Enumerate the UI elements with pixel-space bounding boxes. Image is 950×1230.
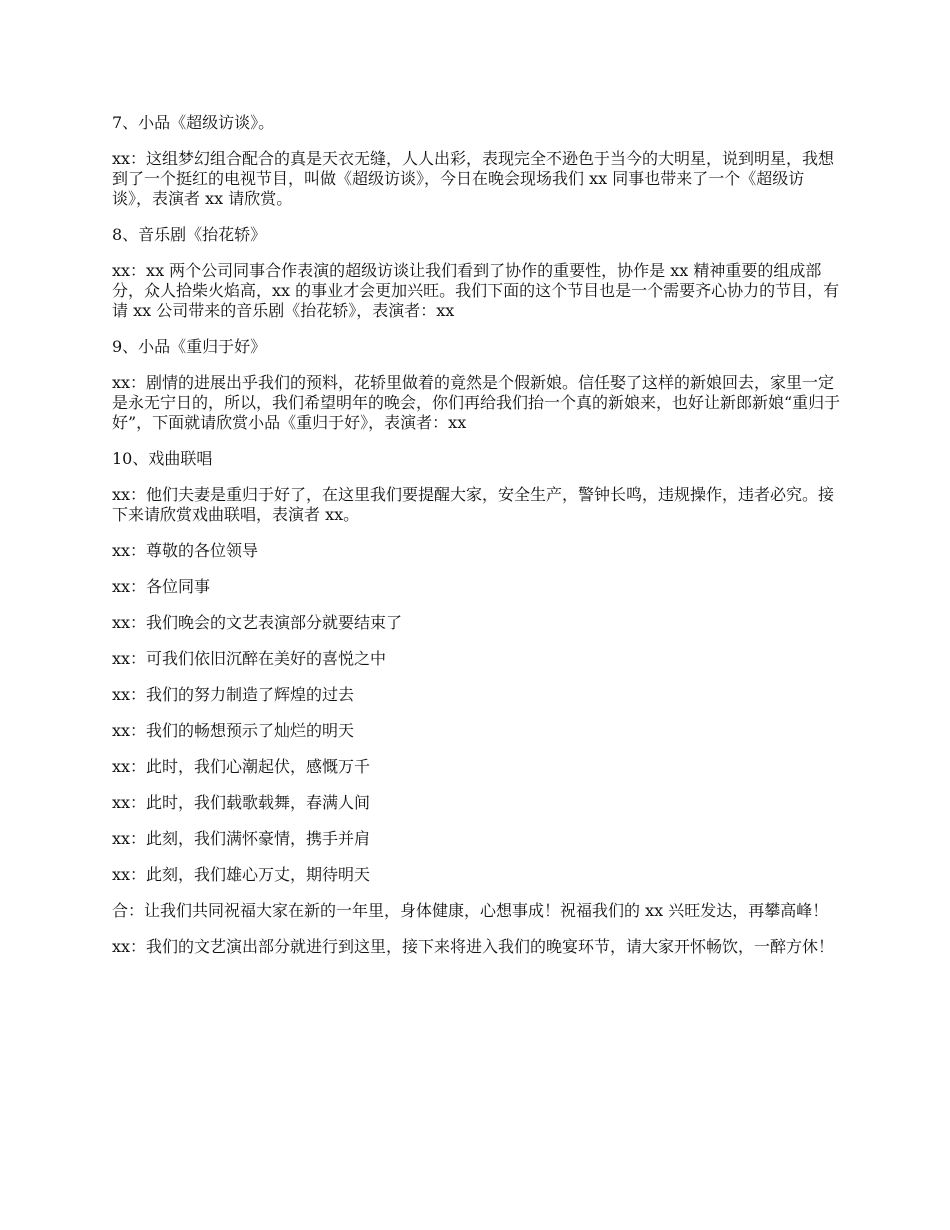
section-heading: 9、小品《重归于好》 (112, 337, 267, 356)
script-line: xx：尊敬的各位领导 (112, 541, 259, 560)
section-heading: 8、音乐剧《抬花轿》 (112, 225, 267, 244)
script-line: xx：可我们依旧沉醉在美好的喜悦之中 (112, 649, 387, 668)
paragraph: xx：剧情的进展出乎我们的预料，花轿里做着的竟然是个假新娘。信任娶了这样的新娘回去，家里一定是永无宁日的，所以，我们希望明年的晚会，你们再给我们抬一个真的新娘来，也好让新郎新娘“重归于好”，下面就请欣赏小品《重归于好》，表演者：xx (112, 373, 841, 432)
script-line: xx：各位同事 (112, 577, 211, 596)
script-line: xx：此时，我们心潮起伏，感慨万千 (112, 757, 371, 776)
script-line: xx：此时，我们载歌载舞，春满人间 (112, 793, 371, 812)
paragraph: xx：他们夫妻是重归于好了，在这里我们要提醒大家，安全生产，警钟长鸣，违规操作，违者必究。接下来请欣赏戏曲联唱，表演者 xx。 (112, 485, 835, 524)
script-line: xx：我们的努力制造了辉煌的过去 (112, 685, 355, 704)
section-heading: 10、戏曲联唱 (112, 449, 213, 468)
document-body (112, 113, 842, 973)
paragraph: xx：这组梦幻组合配合的真是天衣无缝，人人出彩，表现完全不逊色于当今的大明星，说到明星，我想到了一个挺红的电视节目，叫做《超级访谈》，今日在晚会现场我们 xx 同事也带来了一个《超级访谈》，表演者 xx 请欣赏。 (112, 149, 835, 208)
script-line: xx：此刻，我们满怀豪情，携手并肩 (112, 829, 371, 848)
script-line: xx：我们的畅想预示了灿烂的明天 (112, 721, 355, 740)
paragraph: 合：让我们共同祝福大家在新的一年里，身体健康，心想事成！祝福我们的 xx 兴旺发达，再攀高峰！ (112, 901, 829, 920)
script-line: xx：我们晚会的文艺表演部分就要结束了 (112, 613, 403, 632)
paragraph: xx：我们的文艺演出部分就进行到这里，接下来将进入我们的晚宴环节，请大家开怀畅饮，一醉方休！ (112, 937, 835, 956)
script-line: xx：此刻，我们雄心万丈，期待明天 (112, 865, 371, 884)
section-heading: 7、小品《超级访谈》。 (112, 113, 275, 132)
paragraph: xx：xx 两个公司同事合作表演的超级访谈让我们看到了协作的重要性，协作是 xx 精神重要的组成部分，众人拾柴火焰高，xx 的事业才会更加兴旺。我们下面的这个节目也是一个需要齐心协力的节目，有请 xx 公司带来的音乐剧《抬花轿》，表演者：xx (112, 261, 840, 320)
